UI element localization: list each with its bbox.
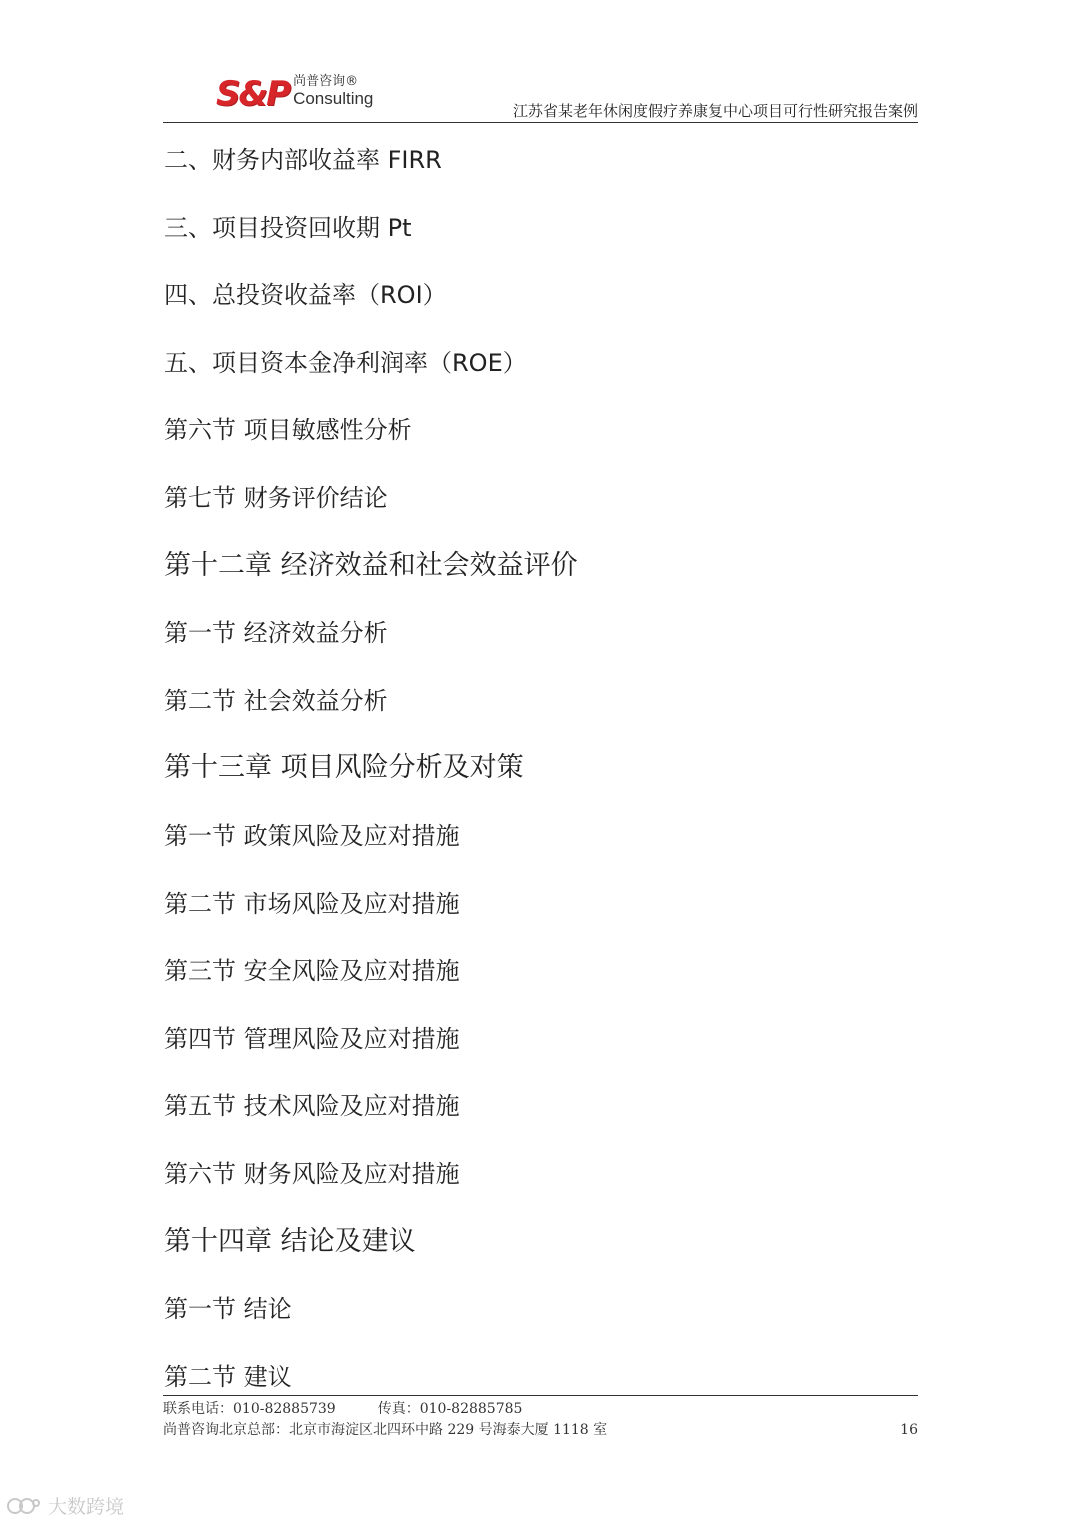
toc-entry-section[interactable]: 第五节 技术风险及应对措施	[164, 1092, 460, 1121]
watermark	[6, 1492, 124, 1519]
toc-entry-section[interactable]: 第一节 结论	[164, 1295, 292, 1324]
footer-phone: 联系电话：010-82885739	[163, 1401, 336, 1417]
toc-entry-section[interactable]: 第四节 管理风险及应对措施	[164, 1024, 460, 1053]
footer-divider	[163, 1395, 918, 1396]
logo-cn-text: 尚普咨询®	[293, 74, 359, 89]
toc-entry-section[interactable]: 第一节 经济效益分析	[164, 619, 388, 648]
page-number: 16	[900, 1422, 918, 1438]
footer-fax: 传真：010-82885785	[377, 1401, 523, 1417]
toc-entry-section[interactable]: 第二节 社会效益分析	[164, 686, 388, 715]
footer-address-row	[163, 1420, 918, 1441]
toc-entry-chapter[interactable]: 第十四章 结论及建议	[164, 1225, 416, 1257]
table-of-contents	[164, 140, 918, 1424]
header-divider	[163, 122, 918, 123]
logo-text	[293, 74, 373, 108]
toc-entry-section[interactable]: 第二节 市场风险及应对措施	[164, 889, 460, 918]
toc-entry-item[interactable]: 四、总投资收益率（ROI）	[164, 281, 447, 310]
logo-en-text: Consulting	[293, 89, 374, 108]
toc-entry-chapter[interactable]: 第十三章 项目风险分析及对策	[164, 752, 524, 784]
toc-entry-section[interactable]: 第七节 财务评价结论	[164, 483, 388, 512]
footer-contact	[163, 1399, 918, 1420]
page-footer	[163, 1399, 918, 1441]
toc-entry-section[interactable]: 第六节 财务风险及应对措施	[164, 1159, 460, 1188]
toc-entry-chapter[interactable]: 第十二章 经济效益和社会效益评价	[164, 549, 578, 581]
header-title: 江苏省某老年休闲度假疗养康复中心项目可行性研究报告案例	[512, 102, 918, 120]
toc-entry-section[interactable]: 第一节 政策风险及应对措施	[164, 821, 460, 850]
toc-entry-section[interactable]: 第二节 建议	[164, 1362, 292, 1391]
toc-entry-item[interactable]: 二、财务内部收益率 FIRR	[164, 146, 442, 174]
company-logo	[216, 74, 373, 120]
footer-address: 尚普咨询北京总部：北京市海淀区北四环中路 229 号海泰大厦 1118 室	[163, 1422, 608, 1438]
toc-entry-section[interactable]: 第六节 项目敏感性分析	[164, 416, 412, 445]
logo-mark: S&P	[216, 74, 290, 114]
toc-entry-section[interactable]: 第三节 安全风险及应对措施	[164, 957, 460, 986]
watermark-logo-icon	[6, 1495, 42, 1517]
watermark-text: 大数跨境	[48, 1496, 125, 1518]
toc-entry-item[interactable]: 五、项目资本金净利润率（ROE）	[164, 348, 527, 377]
toc-entry-item[interactable]: 三、项目投资回收期 Pt	[164, 213, 412, 242]
